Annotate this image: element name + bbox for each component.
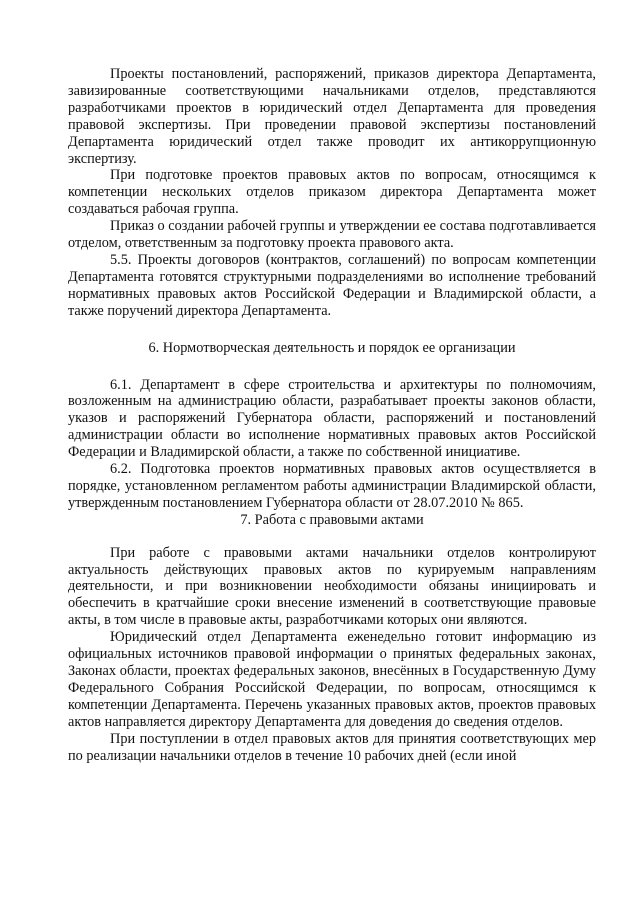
section-heading-7: 7. Работа с правовыми актами	[240, 511, 424, 528]
paragraph-draft-expertise: Проекты постановлений, распоряжений, приказов директора Департамента, завизированные соответствующими начальниками отделов, представляются разработчиками проектов в юридический отдел Департамента для проведения правовой экспертизы. При проведении правовой экспертизы постановлений Департамента юридический отдел также проводит их антикоррупционную экспертизу.	[68, 66, 596, 167]
paragraph-working-group-order: Приказ о создании рабочей группы и утверждении ее состава подготавливается отделом, ответственным за подготовку проекта правового акта.	[68, 218, 596, 252]
paragraph-working-group: При подготовке проектов правовых актов по вопросам, относящимся к компетенции нескольких отделов приказом директора Департамента может создаваться рабочая группа.	[68, 167, 596, 218]
paragraph-7-1: При работе с правовыми актами начальники отделов контролируют актуальность действующих правовых актов по курируемым направлениям деятельности, и при возникновении необходимости обязаны инициировать и обеспечить в кратчайшие сроки внесение изменений в соответствующие правовые акты, в том числе в правовые акты, разработчиками которых они являются.	[68, 544, 596, 629]
paragraph-6-2: 6.2. Подготовка проектов нормативных правовых актов осуществляется в порядке, установленном регламентом работы администрации Владимирской области, утвержденным постановлением Губернатора области от 28.07.2010 № 865.	[68, 461, 596, 511]
paragraph-5-5-contracts: 5.5. Проекты договоров (контрактов, соглашений) по вопросам компетенции Департамента готовятся структурными подразделениями во исполнение требований нормативных правовых актов Российской Федерации и Владимирской области, а также поручений директора Департамента.	[68, 251, 596, 319]
paragraph-7-3: При поступлении в отдел правовых актов для принятия соответствующих мер по реализации начальники отделов в течение 10 рабочих дней (если иной	[68, 730, 596, 764]
paragraph-6-1: 6.1. Департамент в сфере строительства и архитектуры по полномочиям, возложенным на администрацию области, разрабатывает проекты законов области, указов и распоряжений Губернатора области, распоряжений и постановлений администрации области во исполнение нормативных правовых актов Российской Федерации и Владимирской области, а также по собственной инициативе.	[68, 376, 596, 461]
document-body	[68, 66, 596, 764]
section-heading-6: 6. Нормотворческая деятельность и порядок ее организации	[148, 339, 516, 356]
paragraph-7-2: Юридический отдел Департамента еженедельно готовит информацию из официальных источников правовой информации о принятых федеральных законах, Законах области, проектах федеральных законов, внесённых в Государственную Думу Федерального Собрания Российской Федерации, по вопросам, относящимся к компетенции Департамента. Перечень указанных правовых актов, проектов правовых актов направляется директору Департамента для доведения до сведения отделов.	[68, 629, 596, 730]
